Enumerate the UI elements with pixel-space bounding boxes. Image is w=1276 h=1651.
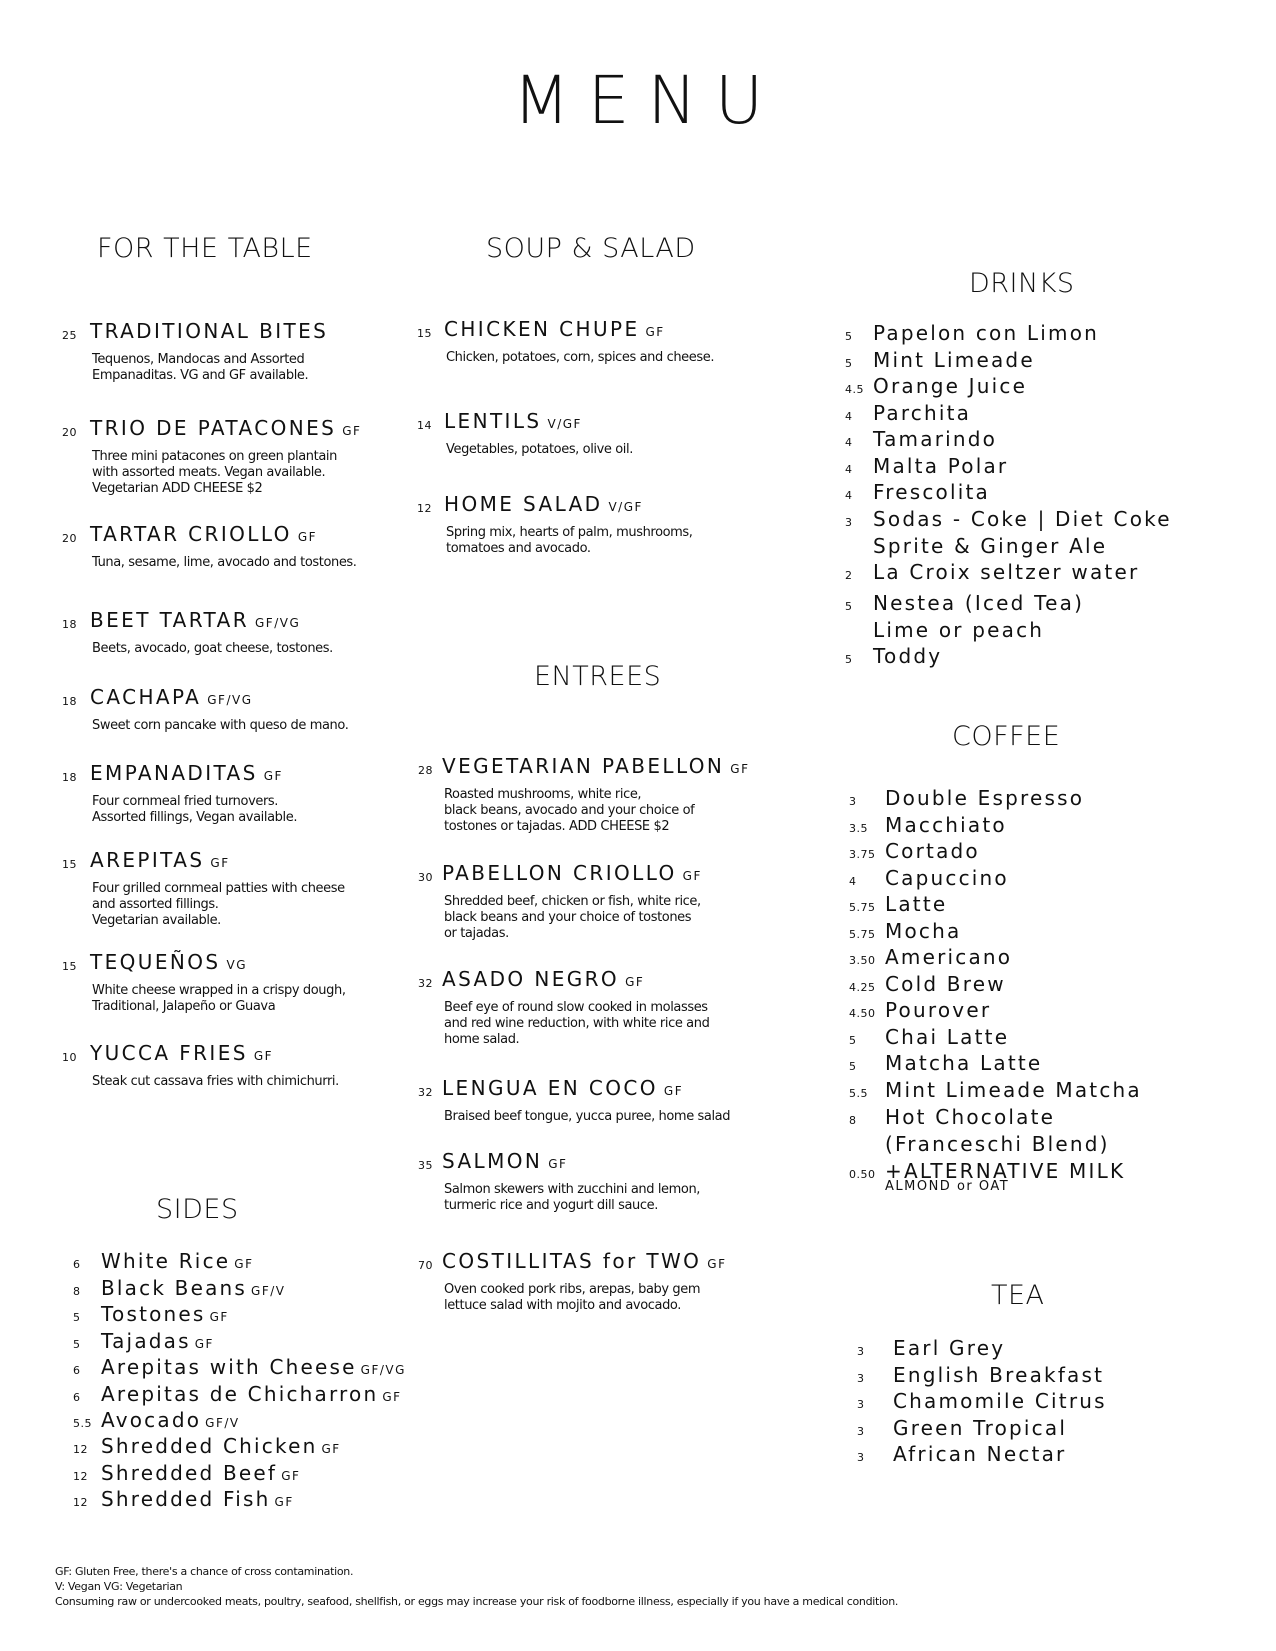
item-title: Matcha Latte	[885, 1051, 1043, 1075]
item-title: Nestea (Iced Tea)	[873, 591, 1085, 615]
item-price: 4.25	[849, 981, 876, 994]
item-price: 5	[845, 357, 853, 370]
item-price: 18	[62, 771, 77, 784]
item-name	[873, 592, 1084, 614]
description-line: turmeric rice and yogurt dill sauce.	[444, 1198, 658, 1213]
item-price: 5	[849, 1034, 857, 1047]
item-subtitle: Sprite & Ginger Ale	[873, 534, 1108, 558]
item-name	[885, 973, 1006, 995]
description-line: and assorted fillings.	[92, 897, 219, 912]
item-description	[92, 555, 357, 571]
item-name	[893, 1443, 1066, 1465]
item-name	[90, 523, 317, 545]
dietary-tag: GF	[548, 1157, 568, 1171]
item-name	[885, 1052, 1042, 1074]
item-description	[446, 442, 633, 458]
item-price: 15	[417, 327, 432, 340]
item-title: SALMON	[442, 1149, 543, 1173]
description-line: home salad.	[444, 1032, 520, 1047]
item-price: 4	[849, 875, 857, 888]
item-price: 12	[73, 1496, 88, 1509]
dietary-tag: GF	[209, 1310, 229, 1324]
dietary-tag: GF	[253, 1049, 274, 1063]
item-price: 4	[845, 463, 853, 476]
item-name	[873, 508, 1172, 530]
item-title: Orange Juice	[873, 374, 1028, 398]
item-title: Papelon con Limon	[873, 321, 1100, 345]
item-title: African Nectar	[893, 1442, 1067, 1466]
item-name	[893, 1364, 1104, 1386]
item-title: Green Tropical	[893, 1416, 1068, 1440]
item-price: 35	[418, 1159, 433, 1172]
item-name	[885, 787, 1084, 809]
item-price: 8	[73, 1285, 81, 1298]
item-price: 0.50	[849, 1168, 876, 1181]
item-price: 4.5	[845, 383, 864, 396]
item-title: AREPITAS	[90, 848, 205, 872]
description-line: Tuna, sesame, lime, avocado and tostones.	[92, 555, 357, 570]
dietary-tag: GF	[663, 1084, 684, 1098]
item-description	[444, 894, 701, 942]
item-name	[873, 428, 997, 450]
dietary-tag: GF/VG	[255, 616, 301, 630]
item-price: 3.5	[849, 822, 868, 835]
dietary-tag: V/GF	[608, 500, 643, 514]
item-name	[101, 1462, 300, 1484]
item-price: 32	[418, 1086, 433, 1099]
item-title: Mocha	[885, 919, 962, 943]
item-name	[873, 645, 942, 667]
item-title: Frescolita	[873, 480, 990, 504]
item-price: 3	[857, 1425, 865, 1438]
item-description	[92, 881, 345, 929]
item-description	[444, 787, 694, 835]
item-title: TEQUEÑOS	[90, 950, 221, 974]
item-name	[885, 946, 1012, 968]
description-line: Vegetarian available.	[92, 913, 221, 928]
item-name	[101, 1277, 286, 1299]
dietary-tag: GF	[297, 530, 318, 544]
item-description	[444, 1282, 700, 1314]
item-description	[92, 718, 348, 734]
item-price: 3	[845, 516, 853, 529]
item-price: 6	[73, 1258, 81, 1271]
item-description	[444, 1182, 700, 1214]
description-line: Four grilled cornmeal patties with cheese	[92, 881, 345, 896]
dietary-tag: GF	[707, 1257, 727, 1271]
description-line: lettuce salad with mojito and avocado.	[444, 1298, 681, 1313]
section-heading-tea: TEA	[991, 1280, 1045, 1311]
item-name	[442, 862, 702, 884]
item-title: Arepitas with Cheese	[101, 1355, 357, 1379]
item-price: 25	[62, 329, 77, 342]
dietary-tag: GF	[645, 325, 665, 339]
item-title: Earl Grey	[893, 1336, 1006, 1360]
item-title: COSTILLITAS for TWO	[442, 1249, 702, 1273]
item-title: LENTILS	[444, 409, 542, 433]
item-subtitle: (Franceschi Blend)	[885, 1132, 1110, 1156]
item-description	[446, 525, 693, 557]
item-name	[442, 1150, 567, 1172]
item-name	[873, 455, 1008, 477]
footer-vegan-note: V: Vegan VG: Vegetarian	[55, 1580, 183, 1593]
item-price: 12	[73, 1470, 88, 1483]
dietary-tag: GF	[210, 856, 230, 870]
item-title: Tostones	[101, 1302, 206, 1326]
item-title: Tamarindo	[873, 427, 998, 451]
item-price: 5	[849, 1060, 857, 1073]
item-name	[90, 951, 247, 973]
item-price: 4	[845, 410, 853, 423]
item-price: 5	[845, 330, 853, 343]
item-name	[885, 1079, 1142, 1101]
item-description	[92, 1074, 339, 1090]
description-line: White cheese wrapped in a crispy dough,	[92, 983, 346, 998]
item-title: Chamomile Citrus	[893, 1389, 1107, 1413]
item-name	[101, 1330, 214, 1352]
item-name	[885, 814, 1007, 836]
item-title: Double Espresso	[885, 786, 1085, 810]
item-title: Mint Limeade	[873, 348, 1035, 372]
description-line: Empanaditas. VG and GF available.	[92, 368, 309, 383]
item-price: 12	[417, 502, 432, 515]
item-title: BEET TARTAR	[90, 608, 249, 632]
section-heading-for-the-table: FOR THE TABLE	[97, 233, 313, 264]
item-name	[893, 1417, 1067, 1439]
item-price: 30	[418, 871, 433, 884]
dietary-tag: GF	[730, 762, 750, 776]
item-title: YUCCA FRIES	[90, 1041, 248, 1065]
item-price: 3	[857, 1345, 865, 1358]
item-price: 20	[62, 426, 77, 439]
description-line: Steak cut cassava fries with chimichurri.	[92, 1074, 339, 1089]
dietary-tag: GF	[382, 1390, 402, 1404]
item-description	[92, 352, 308, 384]
item-price: 3	[857, 1451, 865, 1464]
item-description	[444, 1000, 709, 1048]
description-line: Traditional, Jalapeño or Guava	[92, 999, 276, 1014]
footer-consumer-advisory: Consuming raw or undercooked meats, poultry, seafood, shellfish, or eggs may increase your risk of foodborne illness, especially if you have a medical condition.	[55, 1595, 899, 1608]
description-line: Salmon skewers with zucchini and lemon,	[444, 1182, 701, 1197]
item-name	[101, 1383, 402, 1405]
description-line: Vegetables, potatoes, olive oil.	[446, 442, 633, 457]
item-title: Latte	[885, 892, 948, 916]
item-name	[873, 375, 1027, 397]
dietary-tag: GF/V	[205, 1416, 240, 1430]
description-line: Tequenos, Mandocas and Assorted	[92, 352, 305, 367]
item-name	[885, 840, 980, 862]
item-description	[92, 641, 333, 657]
item-title: Parchita	[873, 401, 972, 425]
description-line: tostones or tajadas. ADD CHEESE $2	[444, 819, 670, 834]
item-price: 18	[62, 618, 77, 631]
item-title: HOME SALAD	[444, 492, 603, 516]
item-title: Toddy	[873, 644, 943, 668]
item-name	[873, 561, 1139, 583]
dietary-tag: V/GF	[547, 417, 582, 431]
dietary-tag: GF	[682, 869, 702, 883]
item-title: Black Beans	[101, 1276, 248, 1300]
item-description	[92, 794, 297, 826]
item-name	[90, 320, 328, 342]
item-price: 4.50	[849, 1007, 876, 1020]
dietary-tag: GF	[281, 1469, 301, 1483]
item-price: 28	[418, 764, 433, 777]
item-price: 12	[73, 1443, 88, 1456]
description-line: Sweet corn pancake with queso de mano.	[92, 718, 349, 733]
item-title: TARTAR CRIOLLO	[90, 522, 292, 546]
dietary-tag: GF	[274, 1495, 294, 1509]
item-name	[444, 318, 665, 340]
item-description	[92, 983, 346, 1015]
item-description	[92, 449, 337, 497]
item-name	[90, 686, 253, 708]
item-price: 10	[62, 1051, 77, 1064]
description-line: Spring mix, hearts of palm, mushrooms,	[446, 525, 693, 540]
item-name	[442, 755, 750, 777]
item-price: 18	[62, 695, 77, 708]
item-title: Chai Latte	[885, 1025, 1010, 1049]
footer-gf-note: GF: Gluten Free, there's a chance of cross contamination.	[55, 1565, 354, 1578]
menu-title: MENU	[512, 62, 782, 139]
item-price: 14	[417, 419, 432, 432]
item-title: CACHAPA	[90, 685, 202, 709]
item-name	[893, 1390, 1107, 1412]
item-price: 5	[845, 600, 853, 613]
item-title: PABELLON CRIOLLO	[442, 861, 677, 885]
description-line: or tajadas.	[444, 926, 509, 941]
item-title: La Croix seltzer water	[873, 560, 1140, 584]
item-price: 6	[73, 1364, 81, 1377]
item-name	[873, 481, 990, 503]
description-line: tomatoes and avocado.	[446, 541, 591, 556]
item-price: 5.5	[73, 1417, 92, 1430]
item-name	[90, 609, 300, 631]
item-title: Hot Chocolate	[885, 1105, 1056, 1129]
item-name	[442, 968, 644, 990]
item-price: 3	[849, 795, 857, 808]
dietary-tag: GF/V	[251, 1284, 286, 1298]
item-name	[101, 1488, 294, 1510]
item-title: TRADITIONAL BITES	[90, 319, 329, 343]
item-subtitle: ALMOND or OAT	[885, 1179, 1010, 1194]
description-line: Assorted fillings, Vegan available.	[92, 810, 298, 825]
item-price: 70	[418, 1259, 433, 1272]
item-title: Malta Polar	[873, 454, 1009, 478]
item-title: Sodas - Coke | Diet Coke	[873, 507, 1172, 531]
item-name	[101, 1356, 406, 1378]
item-title: Shredded Fish	[101, 1487, 271, 1511]
description-line: Beets, avocado, goat cheese, tostones.	[92, 641, 333, 656]
item-title: Capuccino	[885, 866, 1009, 890]
item-price: 3.75	[849, 848, 876, 861]
item-title: CHICKEN CHUPE	[444, 317, 640, 341]
description-line: Vegetarian ADD CHEESE $2	[92, 481, 263, 496]
item-title: English Breakfast	[893, 1363, 1105, 1387]
dietary-tag: VG	[226, 958, 247, 972]
item-price: 5	[73, 1338, 81, 1351]
item-title: Cold Brew	[885, 972, 1006, 996]
item-price: 15	[62, 858, 77, 871]
description-line: Beef eye of round slow cooked in molasses	[444, 1000, 708, 1015]
item-name	[873, 349, 1035, 371]
item-name	[873, 402, 971, 424]
item-title: Shredded Beef	[101, 1461, 278, 1485]
item-price: 5	[73, 1311, 81, 1324]
dietary-tag: GF	[234, 1257, 254, 1271]
item-title: Shredded Chicken	[101, 1434, 318, 1458]
item-price: 5	[845, 653, 853, 666]
item-name	[885, 999, 991, 1021]
description-line: black beans and your choice of tostones	[444, 910, 692, 925]
item-name	[442, 1250, 727, 1272]
item-name	[90, 762, 283, 784]
item-subtitle: Lime or peach	[873, 618, 1045, 642]
item-title: EMPANADITAS	[90, 761, 258, 785]
item-name	[885, 1106, 1055, 1128]
dietary-tag: GF	[625, 975, 645, 989]
description-line: Braised beef tongue, yucca puree, home salad	[444, 1109, 731, 1124]
item-name	[885, 920, 961, 942]
section-heading-entrees: ENTREES	[534, 661, 662, 692]
description-line: Oven cooked pork ribs, arepas, baby gem	[444, 1282, 701, 1297]
dietary-tag: GF/VG	[207, 693, 253, 707]
item-name	[444, 410, 582, 432]
item-name	[101, 1435, 341, 1457]
item-name	[885, 1026, 1009, 1048]
item-title: Avocado	[101, 1408, 202, 1432]
section-heading-sides: SIDES	[156, 1194, 239, 1225]
item-description	[444, 1109, 730, 1125]
dietary-tag: GF	[194, 1337, 214, 1351]
item-price: 4	[845, 436, 853, 449]
section-heading-soup-salad: SOUP & SALAD	[486, 233, 696, 264]
item-title: Americano	[885, 945, 1013, 969]
dietary-tag: GF/VG	[360, 1363, 406, 1377]
item-title: Arepitas de Chicharron	[101, 1382, 379, 1406]
item-title: +ALTERNATIVE MILK	[885, 1159, 1126, 1183]
item-price: 2	[845, 569, 853, 582]
description-line: Roasted mushrooms, white rice,	[444, 787, 642, 802]
item-name	[873, 322, 1099, 344]
item-name	[885, 893, 947, 915]
item-title: White Rice	[101, 1249, 231, 1273]
item-name	[101, 1303, 229, 1325]
item-name	[90, 417, 361, 439]
item-price: 3.50	[849, 954, 876, 967]
item-price: 32	[418, 977, 433, 990]
item-title: Macchiato	[885, 813, 1007, 837]
item-name	[101, 1250, 253, 1272]
item-price: 8	[849, 1114, 857, 1127]
dietary-tag: GF	[342, 424, 362, 438]
description-line: Four cornmeal fried turnovers.	[92, 794, 279, 809]
section-heading-coffee: COFFEE	[952, 721, 1061, 752]
description-line: Chicken, potatoes, corn, spices and cheese.	[446, 350, 715, 365]
description-line: black beans, avocado and your choice of	[444, 803, 695, 818]
item-name	[444, 493, 643, 515]
item-name	[893, 1337, 1005, 1359]
dietary-tag: GF	[263, 769, 283, 783]
item-name	[885, 867, 1009, 889]
item-name	[101, 1409, 240, 1431]
item-price: 3	[857, 1372, 865, 1385]
item-name	[90, 1042, 273, 1064]
footer-notes	[55, 1564, 898, 1609]
section-heading-drinks: DRINKS	[969, 268, 1075, 299]
item-title: Cortado	[885, 839, 980, 863]
description-line: and red wine reduction, with white rice and	[444, 1016, 710, 1031]
item-name	[442, 1077, 683, 1099]
description-line: Shredded beef, chicken or fish, white rice,	[444, 894, 701, 909]
item-price: 5.5	[849, 1087, 868, 1100]
item-price: 4	[845, 489, 853, 502]
item-title: LENGUA EN COCO	[442, 1076, 658, 1100]
item-title: VEGETARIAN PABELLON	[442, 754, 725, 778]
dietary-tag: GF	[321, 1442, 341, 1456]
item-price: 5.75	[849, 901, 876, 914]
item-price: 6	[73, 1391, 81, 1404]
item-title: TRIO DE PATACONES	[90, 416, 337, 440]
item-name	[90, 849, 230, 871]
item-title: Pourover	[885, 998, 992, 1022]
item-price: 3	[857, 1398, 865, 1411]
item-title: Tajadas	[101, 1329, 191, 1353]
item-price: 5.75	[849, 928, 876, 941]
item-description	[446, 350, 714, 366]
description-line: Three mini patacones on green plantain	[92, 449, 337, 464]
item-price: 15	[62, 960, 77, 973]
item-title: ASADO NEGRO	[442, 967, 620, 991]
item-title: Mint Limeade Matcha	[885, 1078, 1142, 1102]
item-price: 20	[62, 532, 77, 545]
description-line: with assorted meats. Vegan available.	[92, 465, 326, 480]
